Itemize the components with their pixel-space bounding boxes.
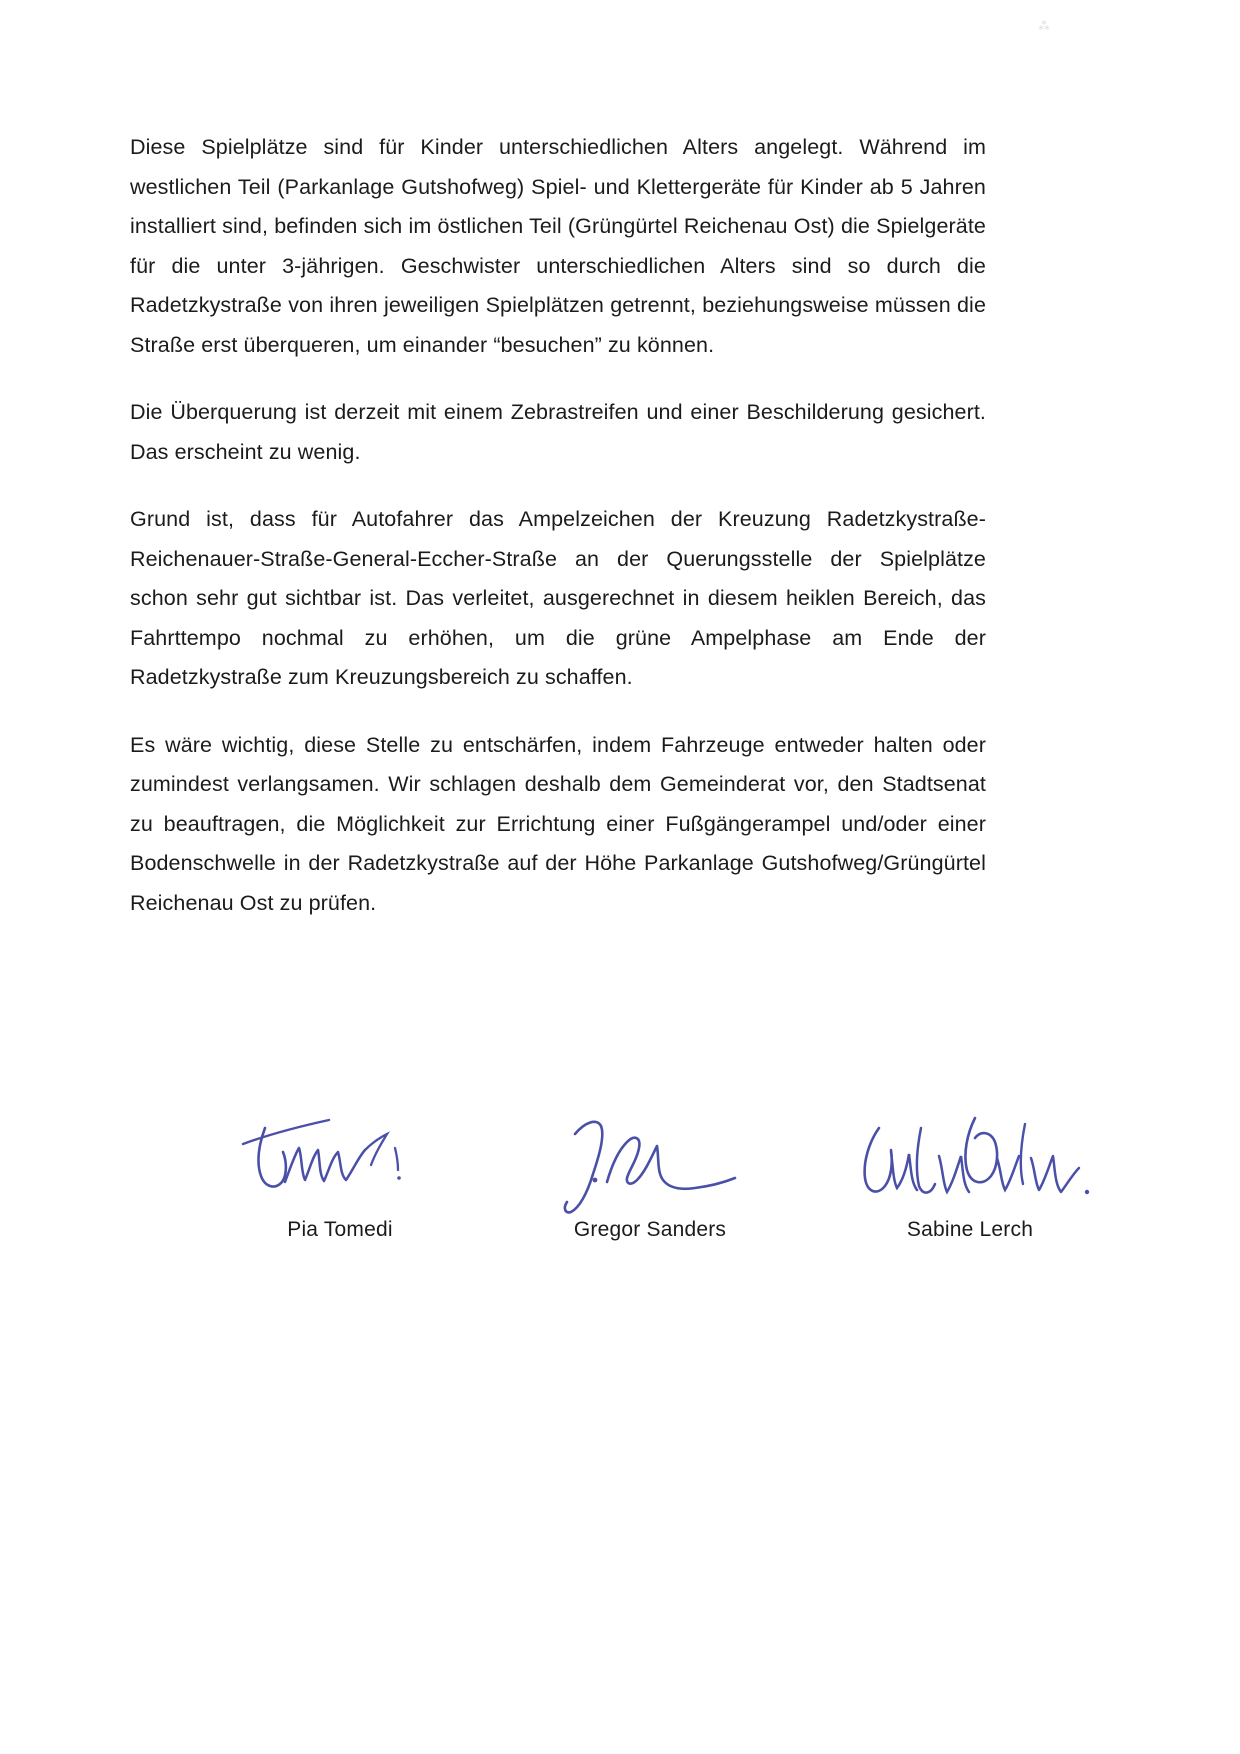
- signature-name-gregor-sanders: Gregor Sanders: [573, 1218, 727, 1241]
- signature-block-gregor-sanders: [500, 1070, 800, 1250]
- handwritten-signature-gregor-sanders: [535, 1106, 765, 1226]
- signature-name-pia-tomedi: Pia Tomedi: [287, 1218, 393, 1241]
- handwritten-signature-pia-tomedi: [225, 1110, 455, 1220]
- signature-section: [130, 1070, 1060, 1270]
- signature-block-sabine-lerch: [810, 1070, 1130, 1250]
- signature-name-sabine-lerch: Sabine Lerch: [906, 1218, 1034, 1241]
- paragraph-2: Die Überquerung ist derzeit mit einem Zebrastreifen und einer Beschilderung gesichert. Das erscheint zu wenig.: [130, 400, 986, 464]
- scan-artifact-mark: ⁂: [1038, 19, 1050, 33]
- document-body: [130, 128, 986, 951]
- handwritten-signature-sabine-lerch: [835, 1098, 1105, 1228]
- paragraph-1: Diese Spielplätze sind für Kinder unterschiedlichen Alters angelegt. Während im westlichen Teil (Parkanlage Gutshofweg) Spiel- und Klettergeräte für Kinder ab 5 Jahren installiert sind, befinden sich im östlichen Teil (Grüngürtel Reichenau Ost) die Spielgeräte für die unter 3-jährigen. Geschwister unterschiedlichen Alters sind so durch die Radetzkystraße von ihren jeweiligen Spielplätzen getrennt, beziehungsweise müssen die Straße erst überqueren, um einander “besuchen” zu können.: [130, 135, 986, 357]
- paragraph-4: Es wäre wichtig, diese Stelle zu entschärfen, indem Fahrzeuge entweder halten oder zumindest verlangsamen. Wir schlagen deshalb dem Gemeinderat vor, den Stadtsenat zu beauftragen, die Möglichkeit zur Errichtung einer Fußgängerampel und/oder einer Bodenschwelle in der Radetzkystraße auf der Höhe Parkanlage Gutshofweg/Grüngürtel Reichenau Ost zu prüfen.: [130, 732, 986, 915]
- paragraph-3: Grund ist, dass für Autofahrer das Ampelzeichen der Kreuzung Radetzkystraße-Reichenauer-Straße-General-Eccher-Straße an der Querungsstelle der Spielplätze schon sehr gut sichtbar ist. Das verleitet, ausgerechnet in diesem heiklen Bereich, das Fahrttempo nochmal zu erhöhen, um die grüne Ampelphase am Ende der Radetzkystraße zum Kreuzungsbereich zu schaffen.: [130, 507, 986, 689]
- signature-block-pia-tomedi: [190, 1070, 490, 1250]
